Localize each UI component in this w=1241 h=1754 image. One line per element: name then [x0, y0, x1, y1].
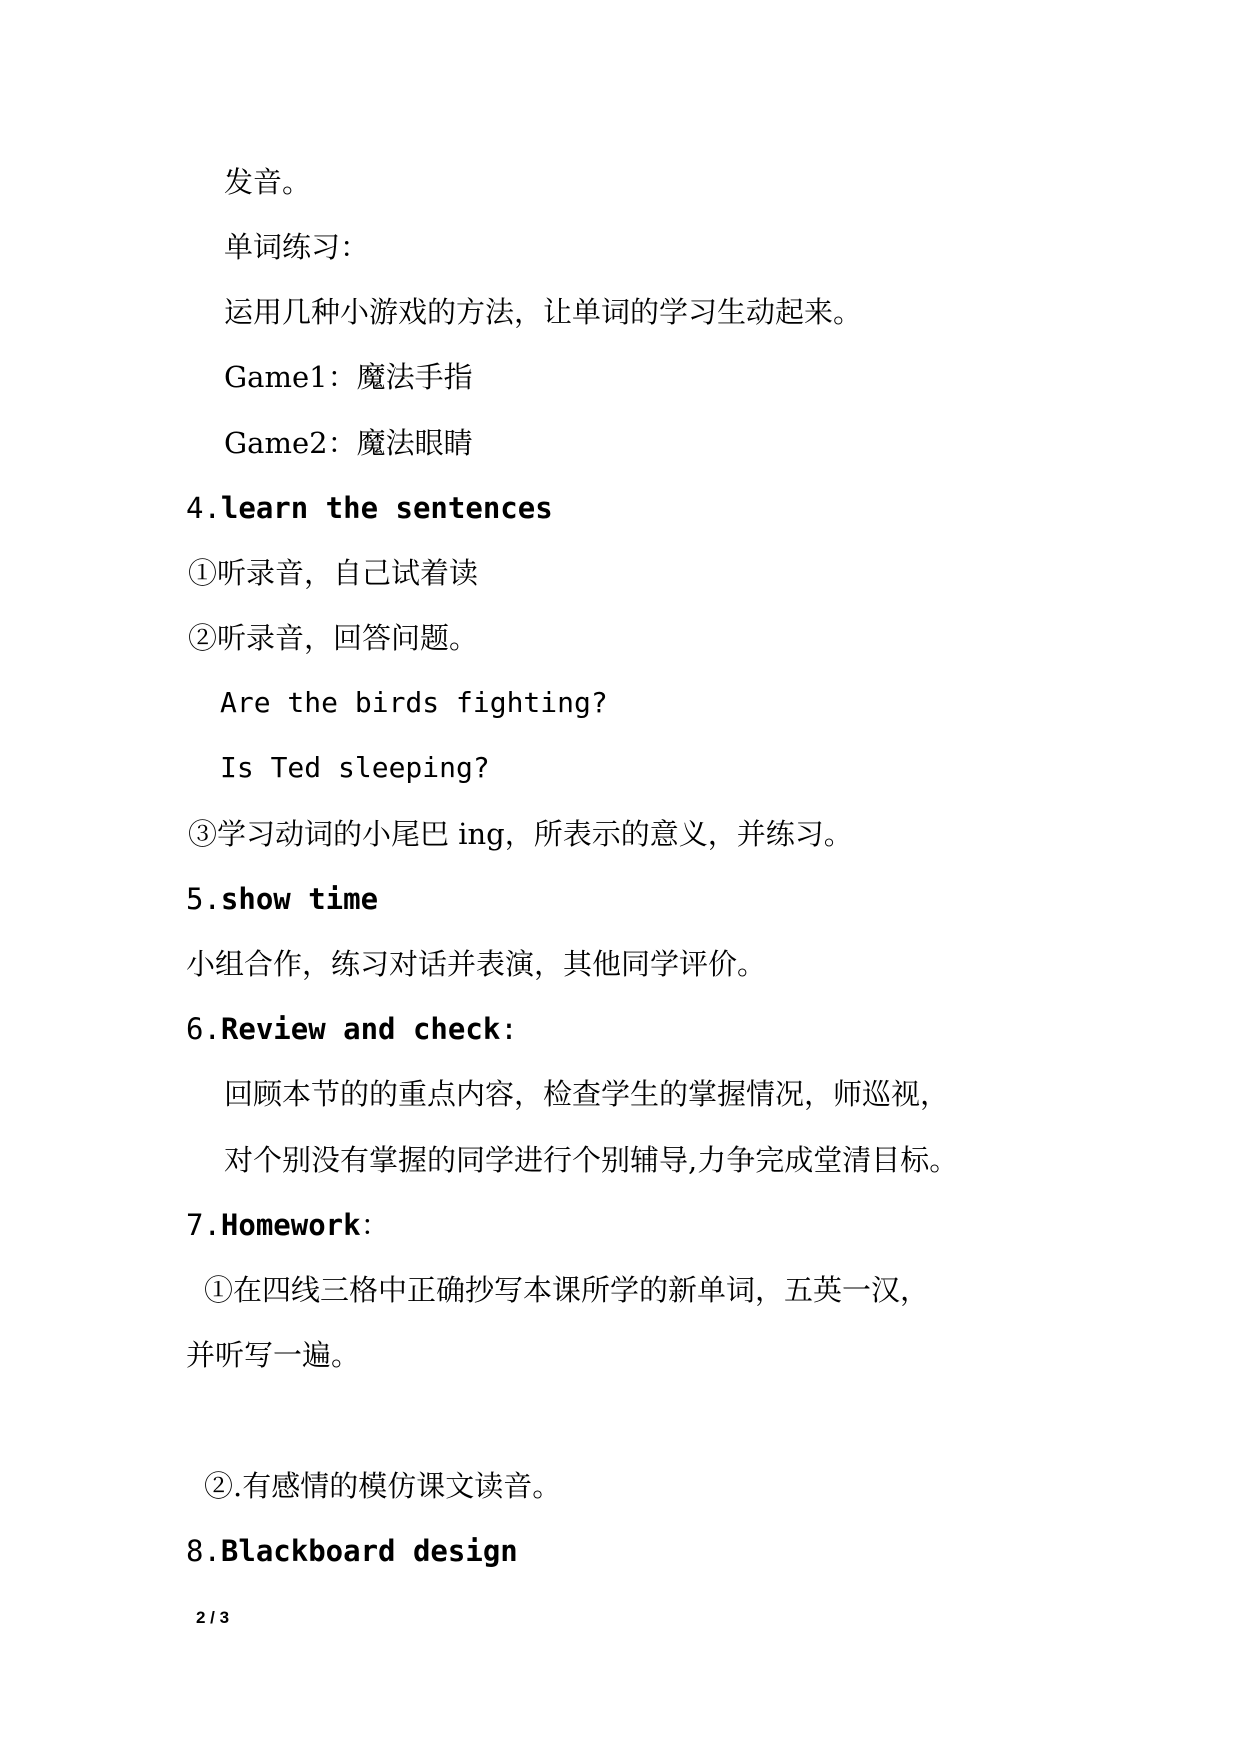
- paragraph-line: 并听写一遍。: [186, 1338, 361, 1372]
- section-number: 5.: [186, 882, 221, 916]
- section-title: learn the sentences: [220, 491, 553, 525]
- section-number: 6.: [186, 1012, 221, 1046]
- page-number: 2 / 3: [196, 1608, 230, 1627]
- paragraph-line: 发音。: [224, 165, 312, 199]
- section-number: 7.: [186, 1208, 221, 1242]
- section-number: 8.: [186, 1534, 221, 1568]
- paragraph-line: Game1：魔法手指: [224, 360, 473, 394]
- section-title: Blackboard design: [220, 1534, 518, 1568]
- paragraph-line: 运用几种小游戏的方法，让单词的学习生动起来。: [224, 295, 863, 329]
- paragraph-line: 单词练习：: [224, 230, 370, 264]
- section-heading: [186, 488, 553, 528]
- section-suffix: ：: [360, 1208, 390, 1242]
- section-title: show time: [220, 882, 379, 916]
- section-suffix: :: [500, 1012, 518, 1046]
- list-item: ①听录音，自己试着读: [188, 556, 479, 590]
- section-heading: [186, 1205, 390, 1245]
- list-item: ①在四线三格中正确抄写本课所学的新单词，五英一汉，: [204, 1273, 930, 1307]
- paragraph-line: 对个别没有掌握的同学进行个别辅导,力争完成堂清目标。: [224, 1143, 959, 1177]
- section-heading: [186, 1009, 518, 1049]
- list-item: ②听录音，回答问题。: [188, 621, 479, 655]
- list-item: ③学习动词的小尾巴 ing，所表示的意义，并练习。: [188, 817, 853, 851]
- english-sentence: Are the birds fighting?: [220, 686, 608, 719]
- paragraph-line: 小组合作，练习对话并表演，其他同学评价。: [186, 947, 767, 981]
- english-sentence: Is Ted sleeping?: [220, 751, 490, 784]
- section-heading: [186, 1531, 518, 1571]
- section-title: Review and check: [220, 1012, 501, 1046]
- section-title: Homework: [220, 1208, 361, 1242]
- paragraph-line: 回顾本节的的重点内容，检查学生的掌握情况，师巡视，: [224, 1077, 950, 1111]
- section-number: 4.: [186, 491, 221, 525]
- paragraph-line: Game2：魔法眼睛: [224, 426, 473, 460]
- section-heading: [186, 879, 378, 919]
- list-item: ②.有感情的模仿课文读音。: [204, 1469, 562, 1503]
